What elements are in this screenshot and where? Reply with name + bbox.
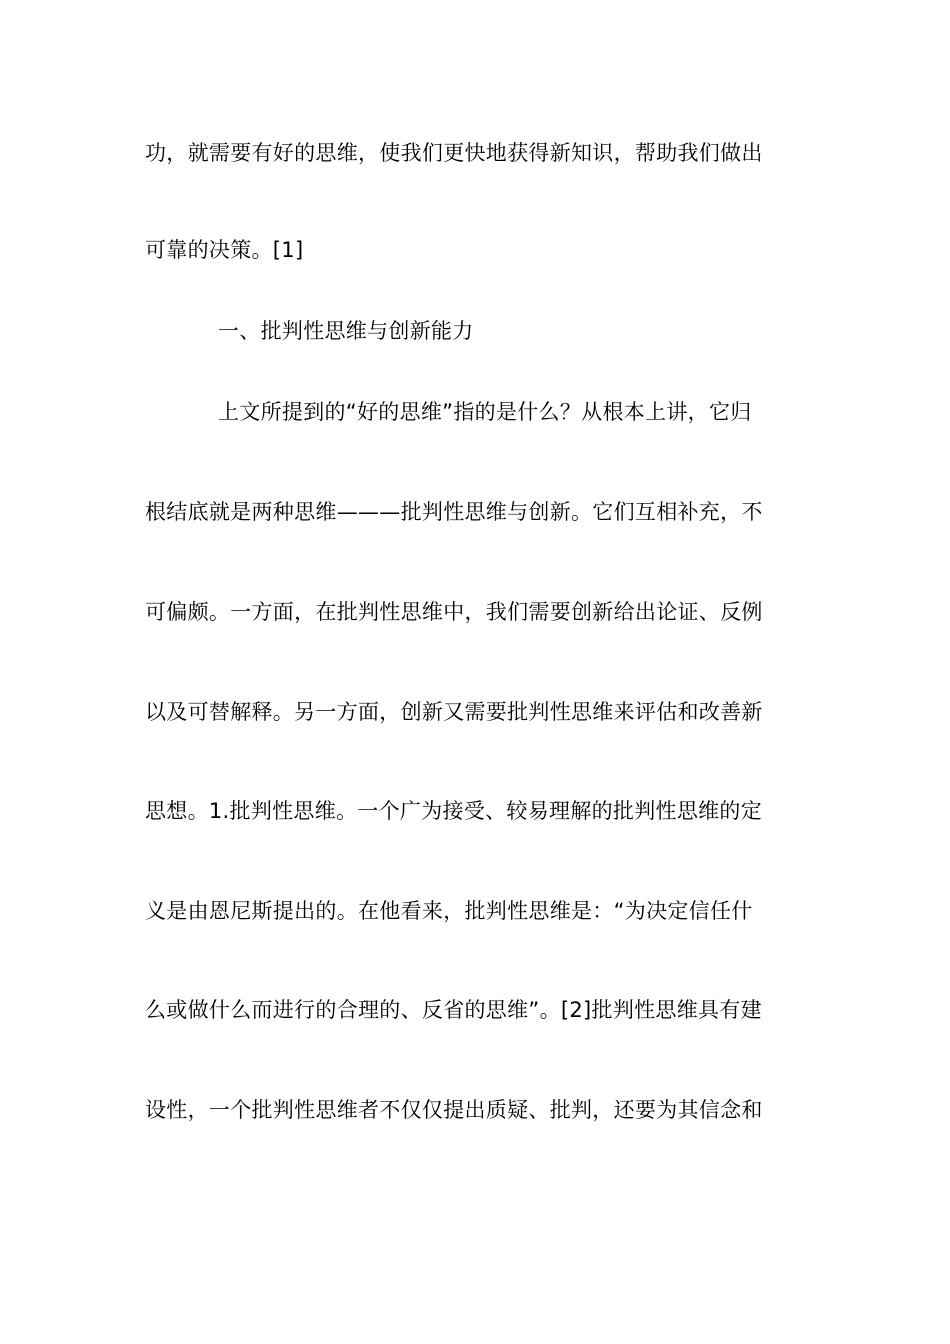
paragraph-line-7: 思想。1.批判性思维。一个广为接受、较易理解的批判性思维的定 [145,799,763,823]
section-heading: 一、批判性思维与创新能力 [218,319,474,343]
paragraph-line-10: 设性，一个批判性思维者不仅仅提出质疑、批判，还要为其信念和 [145,1098,763,1122]
paragraph-line-6: 以及可替解释。另一方面，创新又需要批判性思维来评估和改善新 [145,700,763,724]
paragraph-line-8: 义是由恩尼斯提出的。在他看来，批判性思维是：“为决定信任什 [145,899,753,923]
paragraph-line-2: 可靠的决策。[1] [145,238,304,262]
paragraph-line-5: 可偏颇。一方面，在批判性思维中，我们需要创新给出论证、反例 [145,600,763,624]
paragraph-line-4: 根结底就是两种思维———批判性思维与创新。它们互相补充，不 [145,500,763,524]
paragraph-line-1: 功，就需要有好的思维，使我们更快地获得新知识，帮助我们做出 [145,141,763,165]
paragraph-line-9: 么或做什么而进行的合理的、反省的思维”。[2]批判性思维具有建 [145,998,762,1022]
paragraph-line-3: 上文所提到的“好的思维”指的是什么？从根本上讲，它归 [218,400,752,424]
